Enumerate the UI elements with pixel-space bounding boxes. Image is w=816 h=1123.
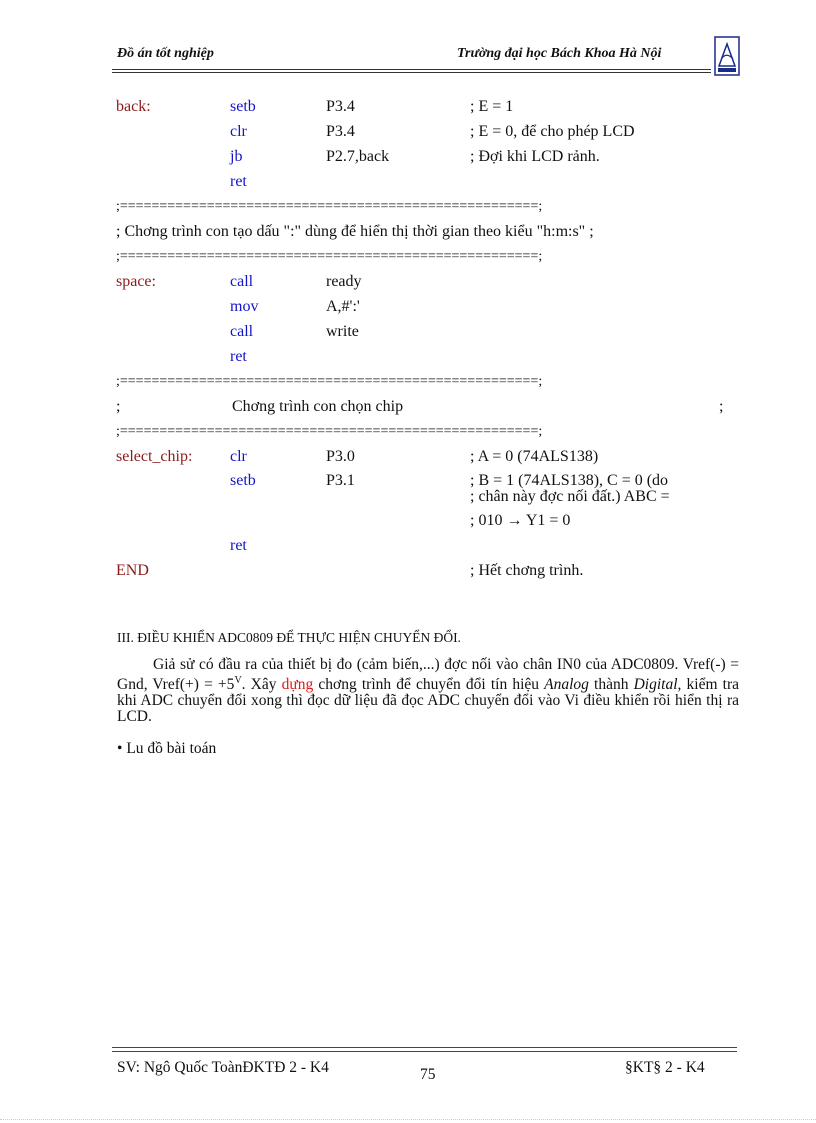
footer-rule <box>112 1051 737 1052</box>
code-instruction: mov <box>230 298 259 315</box>
bullet-item: • Lu đồ bài toán <box>117 740 217 757</box>
code-instruction: ret <box>230 537 247 554</box>
header-rule <box>112 72 711 73</box>
code-instruction: ret <box>230 348 247 365</box>
code-instruction: setb <box>230 98 256 115</box>
header-rule <box>112 69 711 70</box>
footer-author: SV: Ngô Quốc ToànĐKTĐ 2 - K4 <box>117 1059 329 1076</box>
code-separator: ;=====================================================; <box>116 424 543 439</box>
code-label-back: back: <box>116 98 151 115</box>
code-comment: ; 010 → Y1 = 0 <box>470 512 571 529</box>
code-comment: ; E = 1 <box>470 98 514 115</box>
header-left-title: Đồ án tốt nghiệp <box>117 46 214 61</box>
code-operand: P3.4 <box>326 123 355 140</box>
section-paragraph: Giả sử có đầu ra của thiết bị đo (cảm biến,...) đợc nối vào chân IN0 của ADC0809. Vref(-) = Gnd, Vref(+) = $+5^V$. Xây dựng chơng trình để chuyển đổi tín hiệu Analog thành Digital, kiểm tra khi ADC chuyển đổi xong thì đọc dữ liệu đã đọc ADC chuyển đổi vào Vi điều khiển rồi hiển thị ra LCD. <box>117 656 739 726</box>
code-comment: ; chân này đợc nối đất.) ABC = <box>470 488 670 505</box>
code-operand: P3.4 <box>326 98 355 115</box>
code-comment-marker: ; <box>116 398 121 415</box>
page-number: 75 <box>420 1066 436 1083</box>
code-comment: ; Đợi khi LCD rảnh. <box>470 148 600 165</box>
code-comment: ; B = 1 (74ALS138), C = 0 (do <box>470 472 669 489</box>
section-title: III. ĐIỀU KHIỂN ADC0809 ĐỂ THỰC HIỆN CHUYỂN ĐỔI. <box>117 630 461 645</box>
code-label-space: space: <box>116 273 156 290</box>
code-comment: ; E = 0, để cho phép LCD <box>470 123 635 140</box>
code-comment-chip: Chơng trình con chọn chip <box>232 398 404 415</box>
code-comment: ; A = 0 (74ALS138) <box>470 448 599 465</box>
code-instruction: call <box>230 323 254 340</box>
code-label-end: END <box>116 562 149 579</box>
code-separator: ;=====================================================; <box>116 249 543 264</box>
header-right-title: Trường đại học Bách Khoa Hà Nội <box>457 46 662 61</box>
university-logo-icon <box>714 36 740 76</box>
code-comment-space: ; Chơng trình con tạo dấu ":" dùng để hiển thị thời gian theo kiểu "h:m:s" ; <box>116 223 594 240</box>
code-comment-marker: ; <box>719 398 724 415</box>
footer-rule <box>112 1047 737 1048</box>
code-operand: P3.1 <box>326 472 355 489</box>
highlighted-word: dựng <box>281 676 314 694</box>
code-comment: ; Hết chơng trình. <box>470 562 584 579</box>
code-instruction: clr <box>230 123 247 140</box>
code-instruction: jb <box>230 148 243 165</box>
code-operand: write <box>326 323 359 340</box>
code-instruction: call <box>230 273 254 290</box>
bullet-icon: • <box>117 740 123 757</box>
code-separator: ;=====================================================; <box>116 374 543 389</box>
code-label-select-chip: select_chip: <box>116 448 193 465</box>
code-instruction: ret <box>230 173 247 190</box>
code-operand: P3.0 <box>326 448 355 465</box>
code-instruction: setb <box>230 472 256 489</box>
code-operand: ready <box>326 273 362 290</box>
code-operand: P2.7,back <box>326 148 390 165</box>
code-operand: A,#':' <box>326 298 360 315</box>
code-separator: ;=====================================================; <box>116 199 543 214</box>
footer-class: §KT§ 2 - K4 <box>625 1059 705 1076</box>
page-edge <box>0 1119 816 1120</box>
code-instruction: clr <box>230 448 247 465</box>
